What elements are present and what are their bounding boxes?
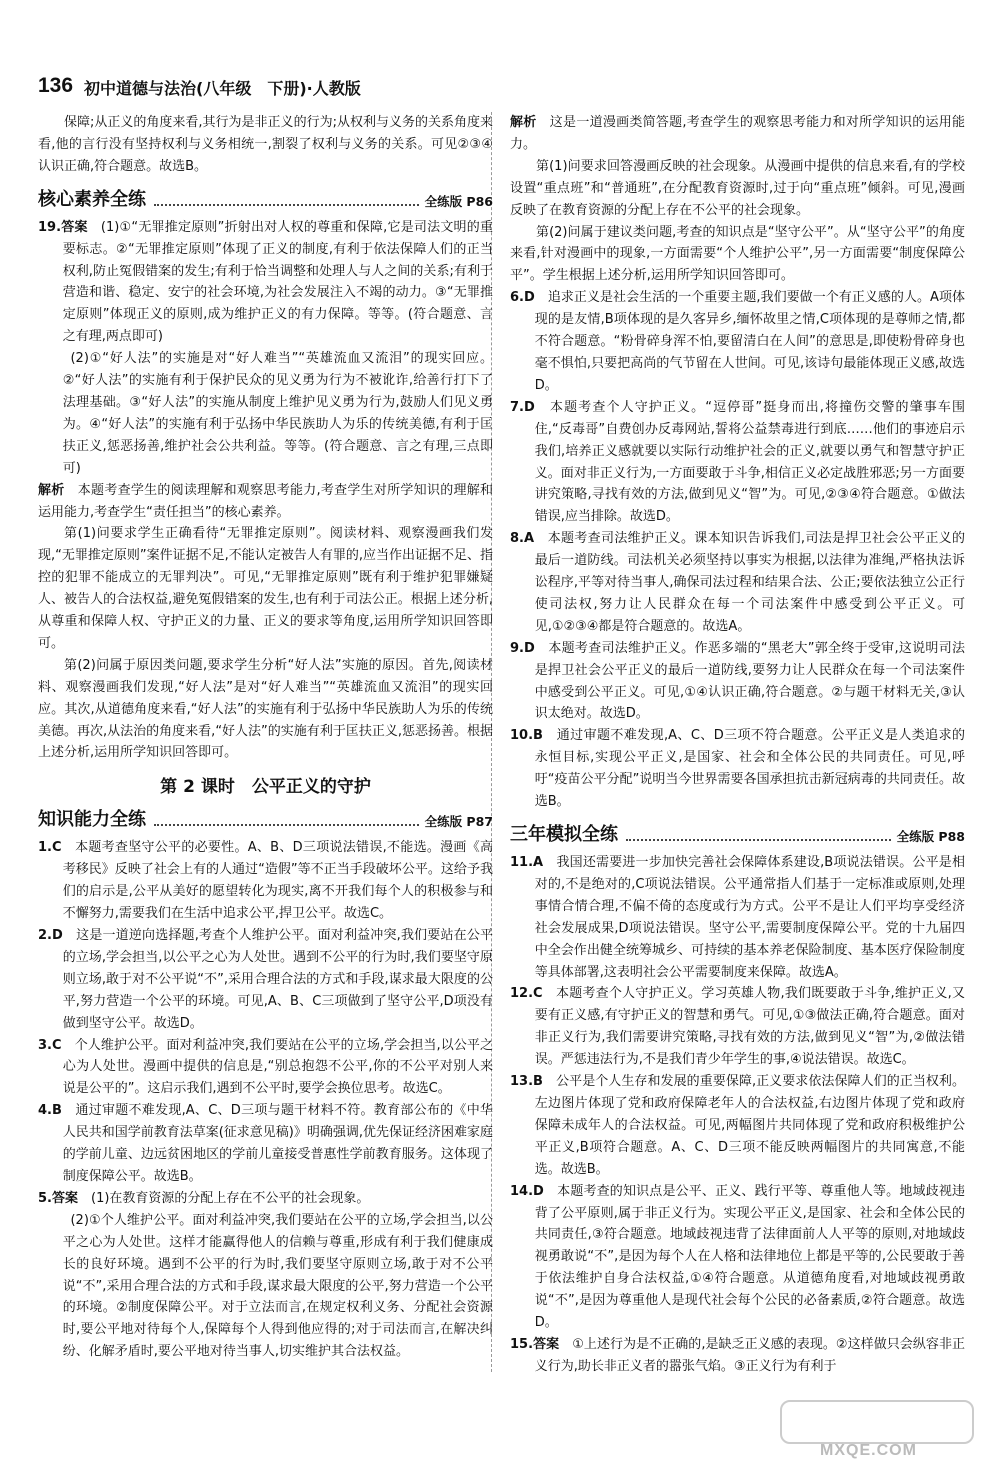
watermark-logo-icon xyxy=(780,1400,974,1444)
answer-8: 8.A 本题考查司法维护正义。课本知识告诉我们,司法是捍卫社会公平正义的最后一道防线。司法机关必须坚持以事实为根据,以法律为准绳,严格执法诉讼程序,平等对待当事人,确保司法过程和结果合法、公正;要依法独立公正行使司法权,努力让人民群众在每一个司法案件中感受到公平正义。可见,①②③④都是符合题意的。故选A。 xyxy=(510,531,965,634)
answer-2: 2.D 这是一道逆向选择题,考查个人维护公平。面对利益冲突,我们要站在公平的立场,学会担当,以公平之心为人处世。遇到不公平的行为时,我们要坚守原则立场,敢于对不公平说“不”,采用合理合法的方式和手段,谋求最大限度的公平,努力营造一个公平的环境。可见,A、B、C三项做到了坚守公平,D项没有做到坚守公平。故选D。 xyxy=(38,928,493,1031)
section-page-ref: 全练版 P87 xyxy=(424,814,493,830)
answer-10: 10.B 通过审题不难发现,A、C、D三项不符合题意。公平正义是人类追求的永恒目标,实现公平正义,是国家、社会和全体公民的共同责任。可见,呼吁“疫苗公平分配”说明当今世界需要各国承担抗击新冠病毒的共同责任。故选B。 xyxy=(510,728,965,810)
intro-paragraph: 保障;从正义的角度来看,其行为是非正义的行为;从权利与义务的关系角度来看,他的言行没有坚持权利与义务相统一,割裂了权利与义务的关系。可见②③④认识正确,符合题意。故选B。 xyxy=(38,115,493,174)
answer-1: 1.C 本题考查坚守公平的必要性。A、B、D三项说法错误,不能选。漫画《高考移民》反映了社会上有的人通过“造假”等不正当手段破坏公平。这给予我们的启示是,公平从美好的愿望转化为现实,离不开我们每个人的积极参与和不懈努力,需要我们在生活中追求公平,捍卫公平。故选C。 xyxy=(38,840,493,922)
right-column xyxy=(510,112,965,1378)
answer-5-part1: 5.答案 (1)在教育资源的分配上存在不公平的社会现象。 xyxy=(38,1190,370,1206)
analysis-19-p2: 第(2)问属于原因类问题,要求学生分析“好人法”实施的原因。首先,阅读材料、观察漫画我们发现,“好人法”是对“好人难当”“英雄流血又流泪”的现实回应。其次,从道德角度来看,“好人法”的实施有利于弘扬中华民族助人为乐的传统美德。再次,从法治的角度来看,“好人法”的实施有利于匡扶正义,惩恶扬善。根据上述分析,运用所学知识回答即可。 xyxy=(38,657,493,761)
answer-5-part2: (2)①个人维护公平。面对利益冲突,我们要站在公平的立场,学会担当,以公平之心为人处世。这样才能赢得他人的信赖与尊重,形成有利于我们健康成长的良好环境。遇到不公平的行为时,我们要坚守原则立场,敢于对不公平说“不”,采用合理合法的方式和手段,谋求最大限度的公平,努力营造一个公平的环境。②制度保障公平。对于立法而言,在规定权利义务、分配社会资源时,要公平地对待每个人,保障每个人得到他应得的;对于司法而言,在解决纠纷、化解矛盾时,要公平地对待当事人,切实维护其合法权益。 xyxy=(62,1212,493,1360)
analysis-5: 解析 这是一道漫画类简答题,考查学生的观察思考能力和对所学知识的运用能力。 xyxy=(510,115,965,152)
analysis-label: 解析 xyxy=(510,115,537,130)
section-page-ref: 全练版 P86 xyxy=(424,193,493,209)
answer-11: 11.A 我国还需要进一步加快完善社会保障体系建设,B项说法错误。公平是相对的,不是绝对的,C项说法错误。公平通常指人们基于一定标准或原则,处理事情合情合理,不偏不倚的态度或行为方式。公平不是让人们平均享受经济社会发展成果,D项说法错误。坚守公平,需要制度保障公平。党的十九届四中全会作出健全统筹城乡、可持续的基本养老保险制度、基本医疗保险制度等具体部署,这表明社会公平需要制度来保障。故选A。 xyxy=(510,855,965,980)
analysis-5-p2: 第(2)问属于建议类问题,考查的知识点是“坚守公平”。从“坚守公平”的角度来看,针对漫画中的现象,一方面需要“个人维护公平”,另一方面需要“制度保障公平”。学生根据上述分析,运用所学知识回答即可。 xyxy=(510,224,965,284)
lesson-title: 第 2 课时 公平正义的守护 xyxy=(160,777,371,798)
section-title: 三年模拟全练 xyxy=(510,824,618,845)
analysis-19: 解析 本题考查学生的阅读理解和观察思考能力,考查学生对所学知识的理解和运用能力,考查学生“责任担当”的核心素养。 xyxy=(38,482,493,520)
section-dotted-rule xyxy=(154,204,419,206)
watermark-url: MXQE.COM xyxy=(820,1442,917,1459)
answer-9: 9.D 本题考查司法维护正义。作恶多端的“黑老大”郭全终于受审,这说明司法是捍卫社会公平正义的最后一道防线,要努力让人民群众在每一个司法案件中感受到公平正义。可见,①④认识正确,符合题意。②与题干材料无关,③认识太绝对。故选D。 xyxy=(510,640,965,722)
answer-14: 14.D 本题考查的知识点是公平、正义、践行平等、尊重他人等。地域歧视违背了公平原则,属于非正义行为。实现公平正义,是国家、社会和全体公民的共同责任,③符合题意。地域歧视违背了法律面前人人平等的原则,对地域歧视勇敢说“不”,是因为每个人在人格和法律地位上都是平等的,公民要敢于善于依法维护自身合法权益,①④符合题意。从道德角度看,对地域歧视勇敢说“不”,是因为尊重他人是现代社会每个公民的必备素质,②符合题意。故选D。 xyxy=(510,1183,965,1331)
answer-15: 15.答案 ①上述行为是不正确的,是缺乏正义感的表现。②这样做只会纵容非正义行为,助长非正义者的嚣张气焰。③正义行为有利于 xyxy=(510,1336,965,1374)
section-dotted-rule xyxy=(626,839,891,841)
analysis-5-p1: 第(1)问要求回答漫画反映的社会现象。从漫画中提供的信息来看,有的学校设置“重点班”和“普通班”,在分配教育资源时,过于向“重点班”倾斜。可见,漫画反映了在教育资源的分配上存在不公平的社会现象。 xyxy=(510,158,965,218)
answer-19-part1: 19.答案 (1)①“无罪推定原则”折射出对人权的尊重和保障,它是司法文明的重要标志。②“无罪推定原则”体现了正义的制度,有利于依法保障人们的正当权利,防止冤假错案的发生;有利于恰当调整和处理人与人之间的关系;有利于营造和谐、稳定、安宁的社会环境,为社会发展注入不竭的动力。③“无罪推定原则”体现正义的原则,成为维护正义的有力保障。等等。(符合题意、言之有理,两点即可) xyxy=(38,219,493,345)
answer-7: 7.D 本题考查个人守护正义。“逗停哥”挺身而出,将撞伤交警的肇事车围住,“反毒哥”自费创办反毒网站,誓将公益禁毒进行到底……他们的事迹启示我们,培养正义感就要以实际行动维护社会的正义,就要以勇气和智慧守护正义。面对非正义行为,一方面要敢于斗争,相信正义必定战胜邪恶;另一方面要讲究策略,寻找有效的方法,做到见义“智”为。可见,②③④符合题意。①做法错误,应当排除。故选D。 xyxy=(510,399,965,525)
answer-13: 13.B 公平是个人生存和发展的重要保障,正义要求依法保障人们的正当权利。左边图片体现了党和政府保障老年人的合法权益,右边图片体现了党和政府保障未成年人的合法权益。可见,两幅图片共同体现了党和政府积极维护公平正义,B项符合题意。A、C、D三项不能反映两幅图片的共同寓意,不能选。故选B。 xyxy=(510,1074,965,1177)
answer-6: 6.D 追求正义是社会生活的一个重要主题,我们要做一个有正义感的人。A项体现的是友情,B项体现的是久客异乡,缅怀故里之情,C项体现的是尊师之情,都不符合题意。“粉骨碎身浑不怕,要留清白在人间”的意思是,即使粉骨碎身也毫不惧怕,只要把高尚的气节留在人世间。可见,该诗句最能体现正义感,故选D。 xyxy=(510,290,965,393)
answer-12: 12.C 本题考查个人守护正义。学习英雄人物,我们既要敢于斗争,维护正义,又要有正义感,有守护正义的智慧和勇气。可见,①③做法正确,符合题意。面对非正义行为,我们需要讲究策略,寻找有效的方法,做到见义“智”为,②做法错误。严惩违法行为,不是我们青少年学生的事,④说法错误。故选C。 xyxy=(510,986,965,1068)
section-title: 知识能力全练 xyxy=(38,809,146,831)
analysis-19-p1: 第(1)问要求学生正确看待“无罪推定原则”。阅读材料、观察漫画我们发现,“无罪推定原则”案件证据不足,不能认定被告人有罪的,应当作出证据不足、指控的犯罪不能成立的无罪判决”。可见,“无罪推定原则”既有利于维护犯罪嫌疑人、被告人的合法权益,避免冤假错案的发生,也有利于司法公正。根据上述分析,从尊重和保障人权、守护正义的力量、正义的要求等角度,运用所学知识回答即可。 xyxy=(38,526,493,651)
section-three-year-mock xyxy=(510,820,965,846)
book-title: 初中道德与法治(八年级 下册)·人教版 xyxy=(84,79,361,98)
section-core-literacy xyxy=(38,185,493,211)
section-title: 核心素养全练 xyxy=(38,188,146,210)
analysis-label: 解析 xyxy=(38,482,65,498)
left-column xyxy=(38,112,493,1363)
section-knowledge-ability xyxy=(38,805,493,831)
watermark xyxy=(780,1400,980,1462)
answer-3: 3.C 个人维护公平。面对利益冲突,我们要站在公平的立场,学会担当,以公平之心为人处世。漫画中提供的信息是,“别总抱怨不公平,你的不公平对别人来说是公平的”。这启示我们,遇到不公平时,要学会换位思考。故选C。 xyxy=(38,1037,493,1097)
answer-label: 19.答案 xyxy=(38,219,88,235)
answer-19-part2: (2)①“好人法”的实施是对“好人难当”“英雄流血又流泪”的现实回应。②“好人法”的实施有利于保护民众的见义勇为行为不被讹诈,给善行打下了法理基础。③“好人法”的实施从制度上维护见义勇为行为,鼓励人们见义勇为。④“好人法”的实施有利于弘扬中华民族助人为乐的传统美德,有利于匡扶正义,惩恶扬善,维护社会公共利益。等等。(符合题意、言之有理,三点即可) xyxy=(62,351,493,476)
section-page-ref: 全练版 P88 xyxy=(896,829,965,844)
page-number: 136 xyxy=(38,74,74,97)
page-header xyxy=(38,70,968,104)
answer-4: 4.B 通过审题不难发现,A、C、D三项与题干材料不符。教育部公布的《中华人民共和国学前教育法草案(征求意见稿)》明确强调,优先保证经济困难家庭的学前儿童、边远贫困地区的学前儿童接受普惠性学前教育服务。这体现了制度保障公平。故选B。 xyxy=(38,1103,493,1184)
section-dotted-rule xyxy=(154,824,419,826)
